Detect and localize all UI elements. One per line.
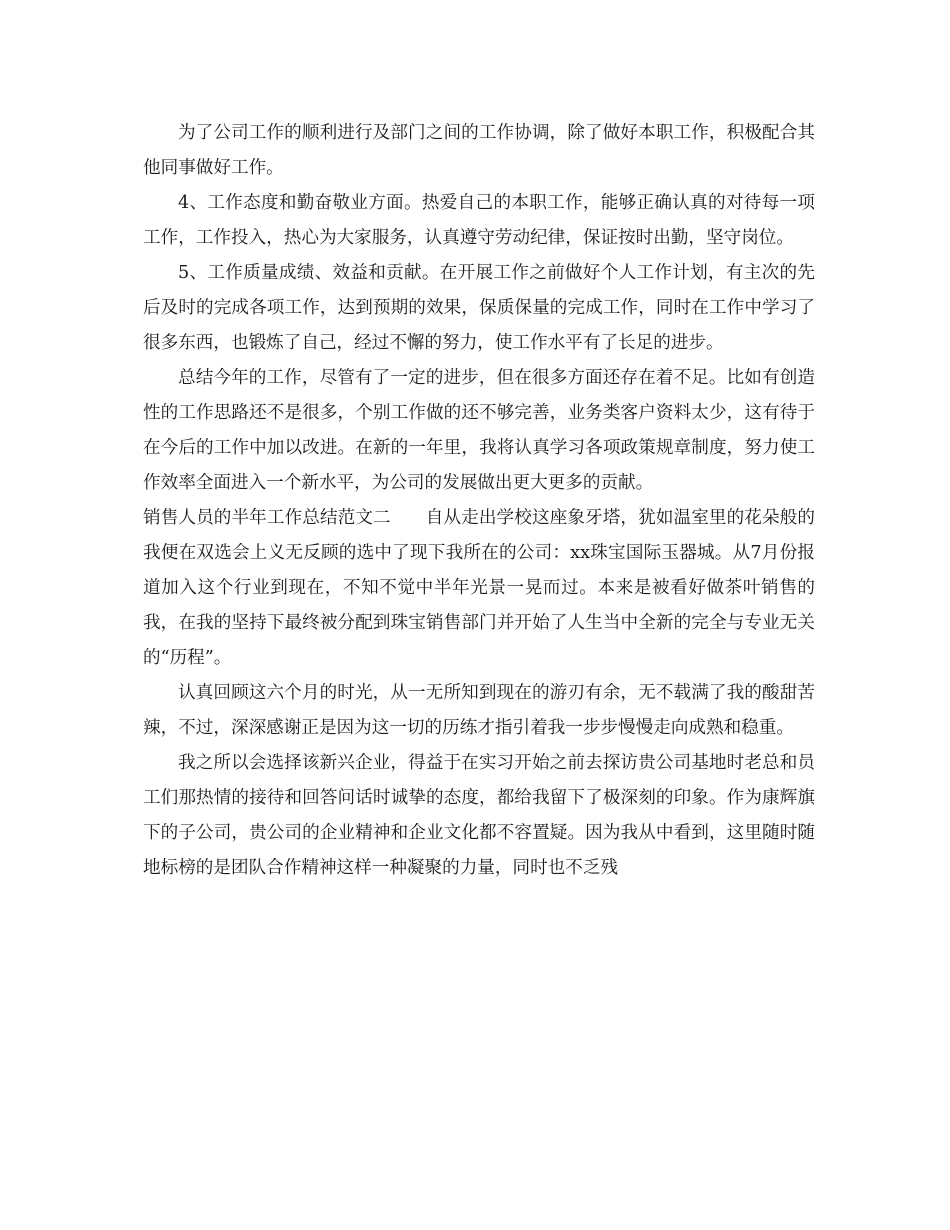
document-body (143, 116, 815, 886)
paragraph-review: 认真回顾这六个月的时光，从一无所知到现在的游刃有余，无不载满了我的酸甜苦辣，不过，深深感谢正是因为这一切的历练才指引着我一步步慢慢走向成熟和稳重。 (143, 683, 815, 738)
paragraph-coordination: 为了公司工作的顺利进行及部门之间的工作协调，除了做好本职工作，积极配合其他同事做好工作。 (143, 123, 815, 178)
paragraph-section-two (143, 501, 815, 676)
paragraph-work-quality: 5、工作质量成绩、效益和贡献。在开展工作之前做好个人工作计划，有主次的先后及时的完成各项工作，达到预期的效果，保质保量的完成工作，同时在工作中学习了很多东西，也锻炼了自己，经过不懈的努力，使工作水平有了长足的进步。 (143, 263, 815, 353)
paragraph-work-attitude: 4、工作态度和勤奋敬业方面。热爱自己的本职工作，能够正确认真的对待每一项工作，工作投入，热心为大家服务，认真遵守劳动纪律，保证按时出勤，坚守岗位。 (143, 193, 815, 248)
paragraph-company-choice: 我之所以会选择该新兴企业，得益于在实习开始之前去探访贵公司基地时老总和员工们那热情的接待和回答问话时诚挚的态度，都给我留下了极深刻的印象。作为康辉旗下的子公司，贵公司的企业精神和企业文化都不容置疑。因为我从中看到，这里随时随地标榜的是团队合作精神这样一种凝聚的力量，同时也不乏残 (143, 753, 815, 878)
section-intro-text: 自从走出学校这座象牙塔，犹如温室里的花朵般的我便在双选会上义无反顾的选中了现下我所在的公司：xx珠宝国际玉器城。从7月份报道加入这个行业到现在，不知不觉中半年光景一晃而过。本来是被看好做茶叶销售的我，在我的坚持下最终被分配到珠宝销售部门并开始了人生当中全新的完全与专业无关的“历程”。 (143, 508, 815, 668)
section-heading: 销售人员的半年工作总结范文二 (143, 508, 391, 528)
paragraph-year-summary: 总结今年的工作，尽管有了一定的进步，但在很多方面还存在着不足。比如有创造性的工作思路还不是很多，个别工作做的还不够完善，业务类客户资料太少，这有待于在今后的工作中加以改进。在新的一年里，我将认真学习各项政策规章制度，努力使工作效率全面进入一个新水平，为公司的发展做出更大更多的贡献。 (143, 368, 815, 493)
